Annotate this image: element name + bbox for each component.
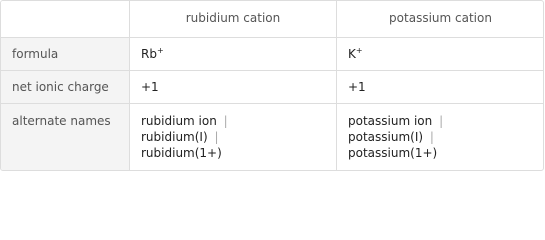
charge-rubidium: +1 [129,71,336,103]
formula-potassium-base: K [348,47,356,61]
row-label-formula: formula [1,38,129,70]
name-separator: | [223,114,228,128]
alternate-name: potassium(I) | [348,130,434,144]
formula-rubidium-charge: + [156,46,164,55]
alternate-name: rubidium ion | [141,114,228,128]
formula-rubidium-base: Rb [141,47,157,61]
charge-potassium: +1 [336,71,544,103]
header-corner-cell [1,1,129,37]
name-separator: | [429,130,434,144]
header-rubidium-cation: rubidium cation [129,1,336,37]
name-separator: | [214,130,219,144]
alternate-name: rubidium(I) | [141,130,219,144]
alternate-name: potassium(1+) [348,146,438,160]
table-header-row [1,1,544,37]
table-row-net-ionic-charge [1,70,544,103]
alternate-name: potassium ion | [348,114,444,128]
table-row-alternate-names [1,103,544,171]
row-label-alternate-names: alternate names [1,104,129,171]
header-potassium-cation: potassium cation [336,1,544,37]
formula-rubidium [129,38,336,70]
formula-potassium [336,38,544,70]
table-row-formula [1,37,544,70]
formula-potassium-charge: + [355,46,363,55]
name-separator: | [439,114,444,128]
row-label-net-ionic-charge: net ionic charge [1,71,129,103]
alternate-name: rubidium(1+) [141,146,222,160]
alternate-names-potassium [336,104,544,171]
alternate-names-rubidium [129,104,336,171]
